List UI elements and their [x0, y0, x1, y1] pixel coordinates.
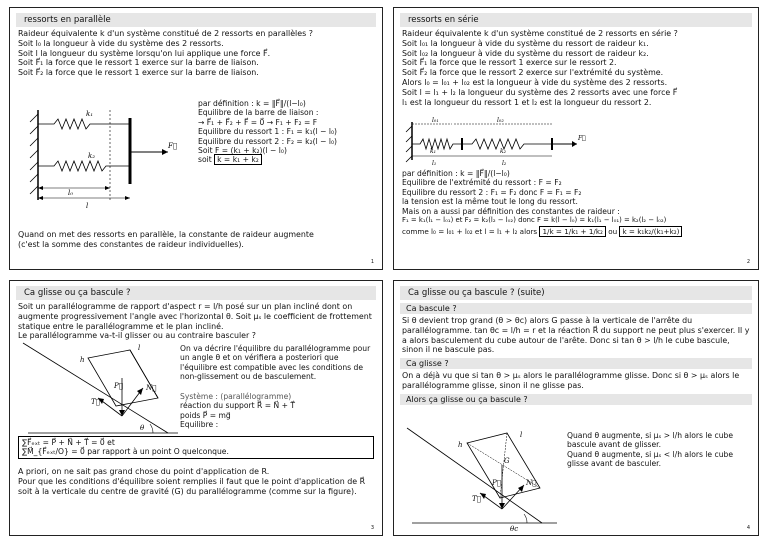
- text-line: Soit F⃗₂ la force que le ressort 2 exerce sur l'extrémité du système.: [402, 68, 664, 78]
- text-line: Equilibre du ressort 2 : F₂ = k₂(l − l₀): [198, 136, 338, 146]
- label-N: N⃗: [146, 384, 157, 392]
- label-l: l: [86, 202, 89, 210]
- slide-1: [9, 7, 383, 270]
- slide-2: [393, 7, 759, 270]
- label-theta: θ: [140, 424, 145, 432]
- text-line: Quand on met des ressorts en parallèle, la constante de raideur augmente: [18, 230, 314, 239]
- ou-label: ou: [608, 227, 618, 237]
- text-line: par définition : k = ‖F⃗‖/(l−l₀): [402, 169, 510, 178]
- text-line: Mais on a aussi par définition des constantes de raideur :: [402, 206, 620, 216]
- text-line: (c'est la somme des constantes de raideur individuelles).: [18, 239, 244, 249]
- result-box: k = k₁ + k₂: [214, 154, 262, 165]
- text-line: A priori, on ne sait pas grand chose du point d'application de R.: [18, 467, 270, 476]
- text-line: → F⃗₁ + F⃗₂ + F⃗ = 0⃗ → F₁ + F₂ = F: [198, 117, 318, 127]
- label-l02: l₀₂: [497, 117, 504, 124]
- page-number: 1: [370, 259, 374, 265]
- label-l: l: [138, 344, 141, 352]
- definition-block: [190, 99, 337, 165]
- label-l01: l₀₁: [432, 117, 439, 124]
- text-line: Soit l₀₂ la longueur à vide du système du ressort de raideur k₂.: [402, 48, 649, 58]
- text-line: Alors l₀ = l₀₁ + l₀₂ est la longueur à vide du système des 2 ressorts.: [402, 77, 668, 87]
- label-l0: l₀: [68, 189, 74, 197]
- text-paragraph: Quand θ augmente, si μₛ > l/h alors le cube bascule avant de glisser.: [567, 431, 734, 450]
- label-k2: k₂: [88, 152, 96, 160]
- text-line: Equilibre :: [180, 420, 219, 430]
- intro-paragraph: Soit un parallélogramme de rapport d'aspect r = l/h posé sur un plan incliné dont on augmente progressivement l'angle avec l'horizontal θ. Soit μₛ le coefficient de frottement statique entre le parallélogramme et le plan incliné.: [18, 302, 372, 331]
- text-line: Soit F⃗₁ la force que le ressort 1 exerce sur la barre de liaison.: [18, 58, 259, 68]
- result-pre: comme l₀ = l₀₁ + l₀₂ et l = l₁ + l₂ alors: [402, 227, 538, 237]
- equilibrium-box: [18, 436, 374, 459]
- section-header: Ca glisse ?: [400, 358, 752, 369]
- text-line: Soit l₀ la longueur à vide du système des 2 ressorts.: [18, 38, 224, 48]
- label-thetac: θc: [510, 525, 519, 533]
- text-line: ∑F⃗ₑₓₜ = P⃗ + N⃗ + T⃗ = 0⃗ et: [22, 438, 115, 447]
- slide-title: Ca glisse ou ça bascule ?: [16, 286, 376, 300]
- text-line: Equilibre du ressort 2 : F₁ = F₂ donc F = F₁ = F₂: [402, 187, 582, 197]
- text-line: réaction du support R⃗ = N⃗ + T⃗: [180, 401, 296, 411]
- label-N: N⃗: [526, 479, 537, 487]
- parallel-springs-figure: [18, 100, 193, 210]
- result-line: [198, 155, 337, 164]
- soit-label: soit: [198, 155, 212, 165]
- system-block: [172, 392, 295, 430]
- text-line: ∑M⃗_{F⃗ₑₓₜ/O} = 0⃗ par rapport à un point O quelconque.: [22, 447, 229, 457]
- label-h: h: [80, 356, 85, 364]
- label-P: P⃗: [114, 382, 123, 390]
- result-box-k: k = k₁k₂/(k₁+k₂): [619, 226, 682, 237]
- label-F: F⃗: [578, 135, 586, 142]
- text-line: Soit l la longueur du système lorsqu'on lui applique une force F⃗.: [18, 48, 271, 58]
- label-T: T⃗: [91, 398, 100, 406]
- slide-title: ressorts en parallèle: [16, 13, 376, 27]
- text-line: Raideur équivalente k d'un système constitué de 2 ressorts en série ?: [402, 29, 678, 38]
- text-line: poids P⃗ = mg⃗: [180, 410, 231, 420]
- text-line: Soit F⃗₂ la force que le ressort 1 exerce sur la barre de liaison.: [18, 68, 259, 78]
- text-paragraph: Quand θ augmente, si μₛ < l/h alors le cube glisse avant de basculer.: [567, 449, 734, 469]
- label-l1: l₁: [432, 160, 437, 166]
- tilted-cube-figure: [402, 423, 562, 533]
- text-line: l₁ est la longueur du ressort 1 et l₂ est la longueur du ressort 2.: [402, 97, 652, 107]
- conclusion-block: [559, 431, 747, 469]
- description-paragraph: On va décrire l'équilibre du parallélogramme pour un angle θ et on vérifiera a posteriori que l'équilibre est compatible avec les conditions de non-glissement ou de basculement.: [180, 344, 371, 382]
- text-paragraph: Si θ devient trop grand (θ > θc) alors G passe à la verticale de l'arrête du parallélogramme. tan θc = l/h = r et la réaction R⃗ du support ne peut plus s'exercer. Il y a alors basculement du cube autour de l'arête. Donc si tan θ > l/h le cube bascule, sinon il ne bascule pas.: [402, 316, 750, 355]
- text-line: par définition : k = ‖F⃗‖/(l−l₀): [198, 99, 306, 108]
- series-springs-figure: [402, 116, 602, 166]
- text-line: Equilibre de la barre de liaison :: [198, 108, 319, 118]
- page-number: 3: [370, 525, 374, 531]
- label-k1: k₁: [430, 148, 437, 155]
- label-P: P⃗: [492, 479, 501, 487]
- label-k1: k₁: [86, 110, 94, 118]
- parallelogram-figure: [18, 338, 183, 438]
- text-line: Soit l = l₁ + l₂ la longueur du système des 2 ressorts avec une force F⃗: [402, 87, 678, 97]
- text-line: Soit F⃗₁ la force que le ressort 1 exerce sur le ressort 2.: [402, 58, 617, 68]
- text-line: Système : (parallélogramme): [180, 392, 292, 401]
- slide-title: ressorts en série: [400, 13, 752, 27]
- label-T: T⃗: [472, 495, 481, 503]
- text-line: Soit F = (k₁ + k₂)(l − l₀): [198, 146, 287, 156]
- label-G: G: [504, 457, 510, 465]
- section-header: Alors ça glisse ou ça bascule ?: [400, 394, 752, 405]
- label-h: h: [458, 441, 463, 449]
- result-line: [402, 227, 682, 236]
- label-l2: l₂: [502, 160, 507, 166]
- section-header: Ca bascule ?: [400, 303, 752, 314]
- label-k2: k₂: [500, 148, 507, 155]
- text-line: Equilibre du ressort 1 : F₁ = k₁(l − l₀): [198, 127, 338, 137]
- text-line: Raideur équivalente k d'un système constitué de 2 ressorts en parallèles ?: [18, 29, 313, 38]
- slide-title: Ca glisse ou ça bascule ? (suite): [400, 286, 752, 300]
- label-l: l: [520, 431, 523, 439]
- text-line: Equilibre de l'extrémité du ressort : F = F₂: [402, 178, 562, 188]
- slide-3: [9, 280, 383, 536]
- text-paragraph: On a déjà vu que si tan θ > μₛ alors le parallélogramme glisse. Donc si θ > μₛ alors le parallélogramme glisse, sinon il ne glisse pas.: [402, 371, 740, 390]
- slide-4: [393, 280, 759, 536]
- page-number: 2: [746, 259, 750, 265]
- text-line: la tension est la même tout le long du ressort.: [402, 197, 578, 207]
- text-line: Soit l₀₁ la longueur à vide du système du ressort de raideur k₁.: [402, 38, 649, 48]
- page-number: 4: [746, 525, 750, 531]
- text-line: F₁ = k₁(l₁ − l₀₁) et F₂ = k₂(l₂ − l₀₂) donc F = k(l − l₀) = k₁(l₁ − l₀₁) = k₂(l₂ − l₀₂): [402, 216, 667, 225]
- result-box-inverse: 1/k = 1/k₁ + 1/k₂: [539, 226, 605, 237]
- label-F: F⃗: [168, 142, 178, 150]
- question-line: Le parallélogramme va-t-il glisser ou au contraire basculer ?: [18, 331, 256, 341]
- text-paragraph: Pour que les conditions d'équilibre soient remplies il faut que le point d'application de R⃗ soit à la verticale du centre de gravité (G) du parallélogramme (comme sur la figure).: [18, 476, 366, 496]
